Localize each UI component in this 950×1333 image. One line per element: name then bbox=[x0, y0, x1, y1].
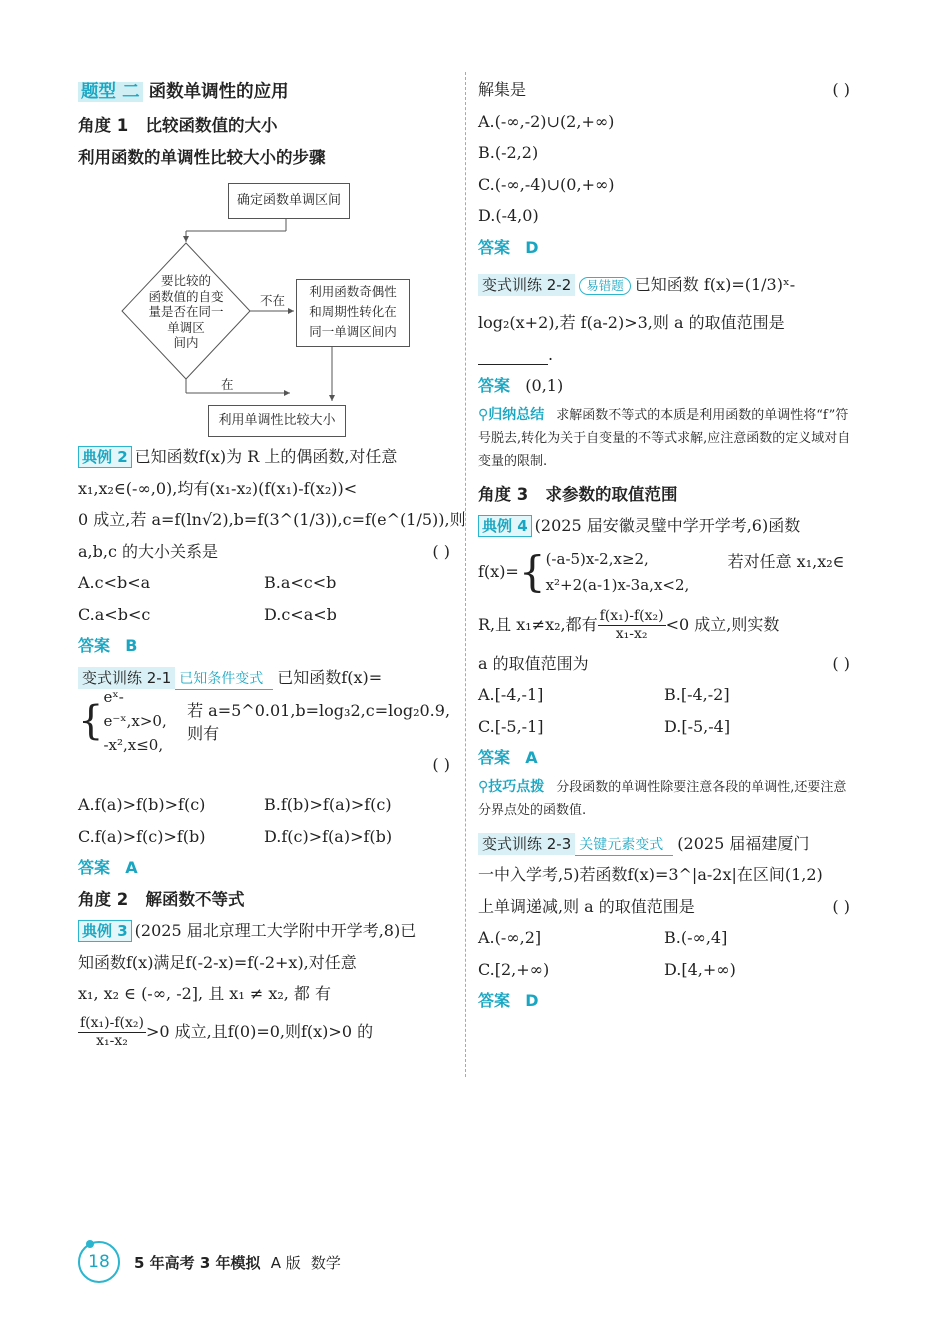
edition: A 版 bbox=[270, 1253, 301, 1272]
diamond-line: 函数值的自变 bbox=[148, 288, 224, 304]
ex2-line bbox=[78, 441, 454, 473]
ex4-line bbox=[478, 648, 854, 680]
var22-line bbox=[478, 263, 854, 307]
flow-label-no: 不在 bbox=[260, 293, 286, 308]
option: D.[4,+∞) bbox=[664, 959, 736, 979]
var22-answer bbox=[478, 370, 854, 402]
diamond-line: 要比较的 bbox=[160, 273, 211, 288]
ex3-text: (2025 届北京理工大学附中开学考,8)已 bbox=[134, 921, 417, 940]
var21-text: 已知函数f(x)= bbox=[277, 667, 383, 687]
answer-label: 答案 bbox=[78, 858, 111, 877]
var23-options bbox=[478, 954, 854, 986]
var23-tag: 变式训练 2-3 bbox=[478, 833, 575, 855]
ex2-line bbox=[78, 536, 454, 568]
page-footer bbox=[78, 1242, 341, 1282]
answer-label: 答案 bbox=[78, 636, 111, 655]
ex2-text: 已知函数f(x)为 R 上的偶函数,对任意 bbox=[134, 447, 398, 466]
ex4-options bbox=[478, 711, 854, 743]
answer-paren: ( ) bbox=[832, 896, 850, 916]
var21-tag: 变式训练 2-1 bbox=[78, 667, 175, 689]
angle1-heading bbox=[78, 110, 454, 142]
answer-value: D bbox=[525, 237, 539, 257]
book-title: 5 年高考 3 年模拟 bbox=[134, 1253, 261, 1272]
angle2-heading bbox=[78, 884, 454, 916]
flow-box-compare: 利用单调性比较大小 bbox=[208, 405, 346, 437]
ex3-line: x₁, x₂ ∈ (-∞, -2], 且 x₁ ≠ x₂, 都 有 bbox=[78, 984, 332, 1003]
diamond-line: 单调区 bbox=[167, 319, 205, 335]
option: C.[-5,-1] bbox=[478, 716, 544, 736]
var23-text: (2025 届福建厦门 bbox=[677, 833, 810, 853]
option: B.a<c<b bbox=[264, 573, 337, 592]
cases bbox=[103, 685, 179, 757]
case: (-a-5)x-2,x≥2, bbox=[545, 549, 649, 568]
var21-piecewise bbox=[78, 688, 454, 754]
var23-answer bbox=[478, 985, 854, 1017]
angle1-title: 比较函数值的大小 bbox=[145, 116, 278, 135]
page-number: 18 bbox=[78, 1241, 120, 1283]
left-column bbox=[78, 74, 466, 1054]
var22-tag: 变式训练 2-2 bbox=[478, 274, 575, 296]
var21-paren-line bbox=[78, 749, 454, 789]
var21-options bbox=[78, 821, 454, 853]
answer-label: 答案 bbox=[478, 748, 511, 767]
option: A.(-∞,2] bbox=[478, 928, 542, 947]
ex4-tag: 典例 4 bbox=[478, 515, 532, 537]
flow-box-transform bbox=[296, 279, 410, 347]
answer-value: B bbox=[125, 636, 138, 655]
angle1-label: 角度 1 bbox=[78, 116, 129, 135]
tip-label-text: 技巧点拨 bbox=[488, 778, 545, 795]
option: D.[-5,-4] bbox=[664, 716, 731, 736]
topic-tag: 题型 二 bbox=[78, 82, 143, 102]
ex4-text: <0 成立,则实数 bbox=[665, 614, 780, 634]
column-divider bbox=[465, 72, 466, 1077]
ex4-answer bbox=[478, 742, 854, 774]
angle2-label: 角度 2 bbox=[78, 889, 129, 909]
option: C.a<b<c bbox=[78, 604, 151, 624]
ex2-line: x₁,x₂∈(-∞,0),均有(x₁-x₂)(f(x₁)-f(x₂))< bbox=[78, 478, 358, 498]
ex4-options bbox=[478, 679, 854, 711]
summary-label: ⚲归纳总结 bbox=[478, 406, 545, 423]
answer-blank bbox=[478, 346, 548, 365]
cases bbox=[546, 546, 728, 598]
var23-options bbox=[478, 922, 854, 954]
option: D.c<a<b bbox=[264, 604, 337, 624]
tip-note bbox=[478, 776, 854, 822]
ex3-text: >0 成立,且f(0)=0,则f(x)>0 的 bbox=[145, 1021, 374, 1041]
case: eˣ-e⁻ˣ,x>0, bbox=[103, 688, 167, 730]
option: A.f(a)>f(b)>f(c) bbox=[78, 795, 206, 814]
answer-paren: ( ) bbox=[432, 541, 450, 561]
flow-diamond-text bbox=[128, 273, 244, 351]
brace-icon: { bbox=[518, 546, 546, 596]
ex2-text: a,b,c 的大小关系是 bbox=[78, 541, 219, 561]
var22-line: log₂(x+2),若 f(a-2)>3,则 a 的取值范围是 bbox=[478, 313, 785, 332]
var21-options bbox=[78, 789, 454, 821]
var21-answer bbox=[78, 852, 454, 884]
answer-value: A bbox=[125, 858, 138, 877]
option: B.[-4,-2] bbox=[664, 685, 730, 704]
ex3-cont bbox=[478, 74, 854, 106]
summary-label-text: 归纳总结 bbox=[488, 406, 545, 423]
tip-label: ⚲技巧点拨 bbox=[478, 778, 545, 795]
ex2-answer bbox=[78, 630, 454, 662]
option: B.(-2,2) bbox=[478, 143, 539, 162]
answer-value: D bbox=[525, 991, 539, 1010]
answer-label: 答案 bbox=[478, 237, 511, 257]
var22-text: 已知函数 f(x)=(1/3)ˣ- bbox=[634, 275, 796, 294]
ex3-line bbox=[78, 915, 454, 947]
var21-cond: 若 a=5^0.01,b=log₃2,c=log₂0.9,则有 bbox=[187, 701, 451, 743]
answer-paren: ( ) bbox=[432, 755, 450, 774]
answer-label: 答案 bbox=[478, 376, 511, 395]
frac-num: f(x₁)-f(x₂) bbox=[80, 1014, 144, 1031]
answer-paren: ( ) bbox=[832, 80, 850, 99]
topic-heading bbox=[78, 74, 454, 110]
var23-line: 一中入学考,5)若函数f(x)=3^|a-2x|在区间(1,2) bbox=[478, 865, 823, 884]
summary-text: 求解函数不等式的本质是利用函数的单调性将“f”符号脱去,转化为关于自变量的不等式求解,应注意函数的定义域对自变量的限制. bbox=[478, 407, 851, 469]
answer-label: 答案 bbox=[478, 991, 511, 1010]
ex3-answer bbox=[478, 232, 854, 264]
ex4-cond1: 若对任意 x₁,x₂∈ bbox=[727, 552, 845, 571]
option: B.(-∞,4] bbox=[664, 928, 728, 947]
box2-line: 同一单调区间内 bbox=[309, 324, 397, 339]
option: C.f(a)>f(c)>f(b) bbox=[78, 826, 206, 846]
var23-text: 上单调递减,则 a 的取值范围是 bbox=[478, 896, 695, 916]
box2-line: 利用函数奇偶性 bbox=[309, 284, 397, 299]
frac-den: x₁-x₂ bbox=[615, 625, 648, 642]
steps-title: 利用函数的单调性比较大小的步骤 bbox=[78, 147, 326, 167]
frac-den: x₁-x₂ bbox=[96, 1032, 128, 1049]
ex4-piecewise bbox=[478, 542, 854, 602]
ex3-tag: 典例 3 bbox=[78, 920, 132, 942]
ex2-options bbox=[78, 599, 454, 631]
diamond-line: 量是否在同一 bbox=[148, 304, 224, 319]
ex3-frac-line bbox=[78, 1010, 454, 1054]
tip-text: 分段函数的单调性除要注意各段的单调性,还要注意分界点处的函数值. bbox=[478, 779, 847, 818]
subject: 数学 bbox=[310, 1253, 341, 1272]
box2-line: 和周期性转化在 bbox=[309, 304, 397, 319]
option: A.c<b<a bbox=[78, 573, 151, 592]
topic-title: 函数单调性的应用 bbox=[148, 82, 289, 102]
frac-num: f(x₁)-f(x₂) bbox=[599, 607, 664, 624]
option: D.(-4,0) bbox=[478, 206, 539, 225]
answer-value: (0,1) bbox=[525, 376, 564, 395]
flowchart bbox=[78, 173, 454, 441]
answer-paren: ( ) bbox=[832, 653, 850, 673]
ex4-source: (2025 届安徽灵璧中学开学考,6)函数 bbox=[534, 516, 801, 535]
var23-subtag: 关键元素变式 bbox=[575, 835, 673, 856]
case: -x²,x≤0, bbox=[103, 736, 164, 754]
option: A.[-4,-1] bbox=[478, 685, 544, 704]
angle3-label: 角度 3 bbox=[478, 484, 529, 504]
var22-blank-line: . bbox=[478, 339, 854, 371]
right-column bbox=[478, 74, 854, 1017]
flow-label-yes: 在 bbox=[221, 377, 234, 392]
var23-line bbox=[478, 828, 854, 860]
ex4-text: a 的取值范围为 bbox=[478, 653, 589, 673]
summary-note bbox=[478, 404, 854, 473]
var21-subtag: 已知条件变式 bbox=[175, 669, 273, 690]
ex4-f-lead: f(x)= bbox=[478, 562, 519, 581]
ex2-tag: 典例 2 bbox=[78, 446, 132, 468]
ex3-line: 知函数f(x)满足f(-2-x)=f(-2+x),对任意 bbox=[78, 952, 357, 972]
angle3-heading bbox=[478, 479, 854, 511]
fraction bbox=[598, 608, 666, 643]
brace-icon: { bbox=[78, 698, 104, 744]
option: C.(-∞,-4)∪(0,+∞) bbox=[478, 174, 615, 194]
case: x²+2(a-1)x-3a,x<2, bbox=[545, 575, 690, 594]
ex3-cont-text: 解集是 bbox=[478, 80, 527, 99]
answer-value: A bbox=[525, 748, 538, 767]
ex4-frac-line bbox=[478, 602, 854, 648]
ex4-line bbox=[478, 510, 854, 542]
fraction bbox=[78, 1015, 146, 1050]
var23-line bbox=[478, 891, 854, 923]
ex2-line: 0 成立,若 a=f(ln√2),b=f(3^(1/3)),c=f(e^(1/5)),则 bbox=[78, 510, 466, 529]
option: C.[2,+∞) bbox=[478, 959, 550, 979]
option: A.(-∞,-2)∪(2,+∞) bbox=[478, 111, 615, 131]
option: B.f(b)>f(a)>f(c) bbox=[264, 795, 392, 814]
flow-box-interval: 确定函数单调区间 bbox=[228, 183, 350, 219]
option: D.f(c)>f(a)>f(b) bbox=[264, 826, 393, 846]
diamond-line: 间内 bbox=[173, 335, 199, 350]
angle3-title: 求参数的取值范围 bbox=[545, 484, 678, 504]
var22-pill: 易错题 bbox=[579, 277, 631, 295]
angle2-title: 解函数不等式 bbox=[145, 889, 245, 909]
ex2-options bbox=[78, 567, 454, 599]
ex4-text: R,且 x₁≠x₂,都有 bbox=[478, 614, 598, 634]
